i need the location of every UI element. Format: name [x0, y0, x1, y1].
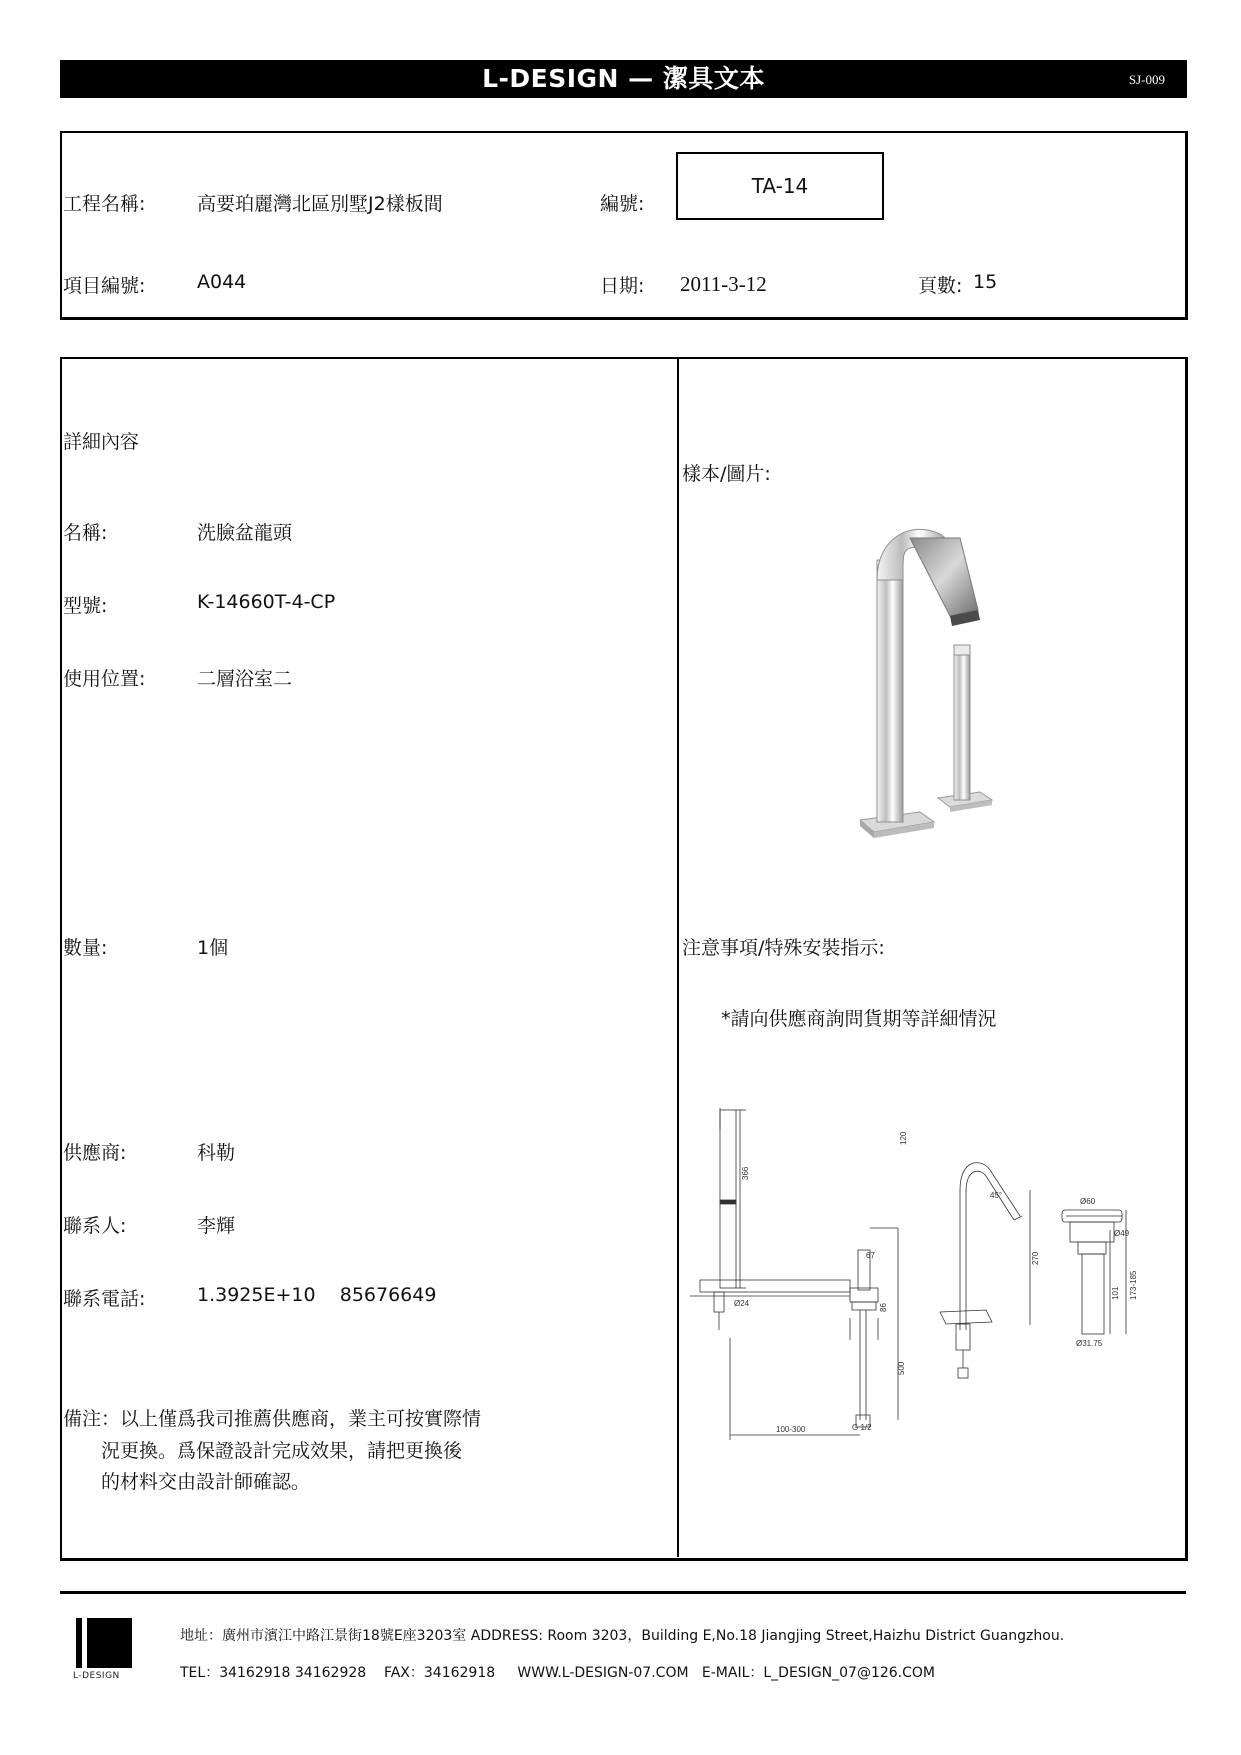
- title-bar: [60, 60, 1187, 98]
- footer-contact: TEL：34162918 34162928 FAX：34162918 WWW.L-DESIGN-07.COM E-MAIL：L_DESIGN_07@126.COM: [180, 1665, 935, 1681]
- contact-label: 聯系人:: [63, 1215, 127, 1237]
- document-title: L-DESIGN — 潔具文本: [482, 64, 765, 93]
- dim-24: Ø24: [734, 1299, 750, 1308]
- dim-173-185: 173-185: [1129, 1270, 1138, 1300]
- model-label: 型號:: [63, 595, 108, 617]
- phone-label: 聯系電話:: [63, 1288, 146, 1310]
- technical-drawing: [690, 1100, 1160, 1450]
- name-label: 名稱:: [63, 522, 108, 544]
- dim-49: Ø49: [1114, 1229, 1130, 1238]
- model-value: K-14660T-4-CP: [197, 591, 336, 613]
- document-code: SJ-009: [1128, 72, 1165, 87]
- footer-address: 地址：廣州市濱江中路江景街18號E座3203室 ADDRESS: Room 3203，Building E,No.18 Jiangjing Street,Haizhu District Guangzhou.: [180, 1628, 1065, 1644]
- dim-86: 86: [879, 1303, 888, 1312]
- pages-label: 頁數:: [918, 275, 963, 297]
- dim-120: 120: [899, 1131, 908, 1145]
- project-name-label: 工程名稱:: [63, 193, 146, 215]
- quantity-label: 數量:: [63, 937, 108, 959]
- code-label: 編號:: [600, 193, 645, 215]
- dim-31-75: Ø31.75: [1076, 1339, 1103, 1348]
- location-value: 二層浴室二: [197, 668, 293, 690]
- supplier-value: 科勒: [197, 1142, 236, 1164]
- quantity-value: 1個: [197, 937, 229, 959]
- name-value: 洗臉盆龍頭: [197, 522, 293, 544]
- logo-caption: L-DESIGN: [73, 1671, 120, 1681]
- location-label: 使用位置:: [63, 668, 146, 690]
- remark-line: 的材料交由設計師確認。: [101, 1471, 311, 1493]
- dim-101: 101: [1111, 1286, 1120, 1300]
- details-section-title: 詳細內容: [63, 431, 140, 453]
- phone-value: 1.3925E+10 85676649: [197, 1284, 437, 1306]
- footer-rule: [60, 1591, 1186, 1594]
- dim-366: 366: [741, 1166, 750, 1180]
- notes-label: 注意事項/特殊安裝指示:: [682, 937, 885, 959]
- dim-60: Ø60: [1080, 1197, 1096, 1206]
- contact-value: 李輝: [197, 1215, 236, 1237]
- date-label: 日期:: [600, 275, 645, 297]
- dim-100-300: 100-300: [776, 1425, 806, 1434]
- dim-g12: G 1/2: [852, 1423, 872, 1432]
- dim-270: 270: [1031, 1251, 1040, 1265]
- faucet-photo: [850, 520, 1030, 850]
- sample-label: 樣本/圖片:: [682, 463, 771, 485]
- dim-67: 67: [866, 1251, 875, 1260]
- project-no-label: 項目編號:: [63, 275, 146, 297]
- remark-line: 備注：以上僅爲我司推薦供應商，業主可按實際情: [63, 1408, 482, 1430]
- notes-text: *請向供應商詢問貨期等詳細情況: [721, 1008, 997, 1030]
- pages-value: 15: [973, 271, 998, 293]
- project-no-value: A044: [197, 271, 247, 293]
- remark-line: 況更換。爲保證設計完成效果，請把更換後: [101, 1440, 463, 1462]
- dim-500: 500: [897, 1361, 906, 1375]
- column-divider: [677, 358, 679, 1557]
- l-design-logo: [76, 1618, 132, 1668]
- code-box: [676, 152, 884, 220]
- code-value: TA-14: [751, 174, 809, 198]
- project-name-value: 高要珀麗灣北區別墅J2樣板間: [197, 193, 443, 215]
- date-value: 2011-3-12: [680, 272, 767, 296]
- supplier-label: 供應商:: [63, 1142, 127, 1164]
- dim-45: 45°: [990, 1191, 1003, 1200]
